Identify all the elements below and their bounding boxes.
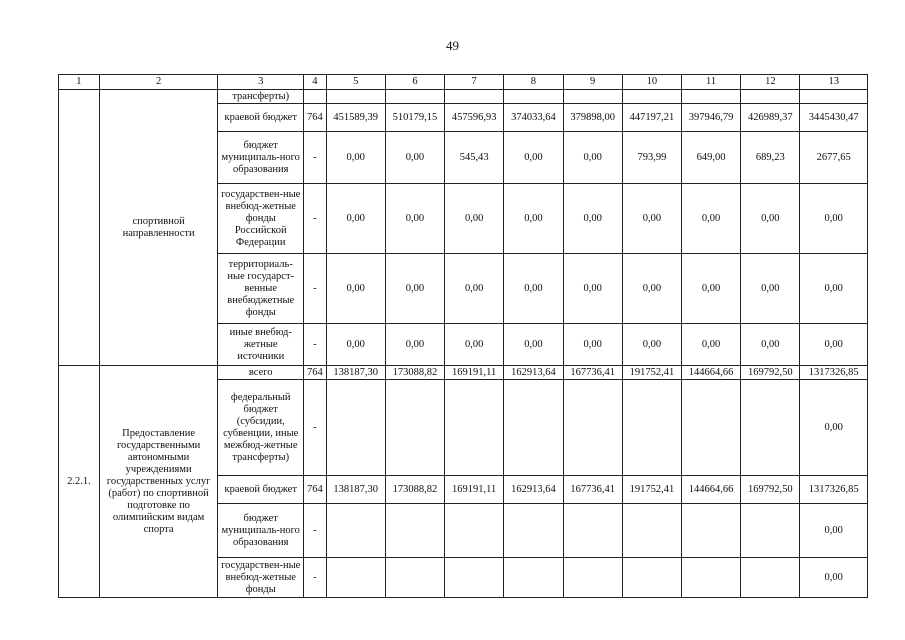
code-cell: 764 bbox=[304, 104, 326, 132]
value-cell: 0,00 bbox=[326, 254, 385, 324]
value-cell: 0,00 bbox=[800, 380, 868, 476]
value-cell: 0,00 bbox=[800, 324, 868, 366]
value-cell bbox=[326, 380, 385, 476]
value-cell bbox=[682, 558, 741, 598]
column-header: 9 bbox=[563, 75, 622, 90]
value-cell bbox=[445, 90, 504, 104]
value-cell: 426989,37 bbox=[741, 104, 800, 132]
value-cell: 0,00 bbox=[741, 184, 800, 254]
value-cell: 0,00 bbox=[385, 184, 444, 254]
value-cell bbox=[741, 558, 800, 598]
value-cell: 0,00 bbox=[326, 324, 385, 366]
header-row bbox=[59, 75, 868, 90]
value-cell bbox=[563, 90, 622, 104]
value-cell: 457596,93 bbox=[445, 104, 504, 132]
value-cell: 0,00 bbox=[682, 324, 741, 366]
funding-source-cell: краевой бюджет bbox=[218, 104, 304, 132]
funding-source-cell: государствен-ные внебюд-жетные фонды Российской Федерации bbox=[218, 184, 304, 254]
value-cell: 0,00 bbox=[563, 254, 622, 324]
value-cell: 0,00 bbox=[800, 558, 868, 598]
value-cell: 0,00 bbox=[445, 184, 504, 254]
column-header: 6 bbox=[385, 75, 444, 90]
value-cell bbox=[741, 90, 800, 104]
value-cell bbox=[326, 504, 385, 558]
value-cell bbox=[682, 504, 741, 558]
value-cell: 169792,50 bbox=[741, 476, 800, 504]
value-cell: 447197,21 bbox=[622, 104, 681, 132]
value-cell: 0,00 bbox=[385, 254, 444, 324]
funding-source-cell: краевой бюджет bbox=[218, 476, 304, 504]
value-cell: 0,00 bbox=[800, 184, 868, 254]
funding-source-cell: государствен-ные внебюд-жетные фонды bbox=[218, 558, 304, 598]
value-cell bbox=[504, 558, 563, 598]
column-header: 10 bbox=[622, 75, 681, 90]
table-body bbox=[59, 90, 868, 598]
value-cell: 169191,11 bbox=[445, 476, 504, 504]
value-cell bbox=[504, 380, 563, 476]
funding-source-cell: бюджет муниципаль-ного образования bbox=[218, 504, 304, 558]
value-cell bbox=[622, 504, 681, 558]
code-cell: - bbox=[304, 558, 326, 598]
value-cell bbox=[504, 504, 563, 558]
code-cell: - bbox=[304, 380, 326, 476]
value-cell: 451589,39 bbox=[326, 104, 385, 132]
value-cell: 545,43 bbox=[445, 132, 504, 184]
value-cell: 1317326,85 bbox=[800, 476, 868, 504]
value-cell bbox=[563, 558, 622, 598]
row-number-cell: 2.2.1. bbox=[59, 366, 100, 598]
value-cell bbox=[326, 90, 385, 104]
value-cell: 138187,30 bbox=[326, 476, 385, 504]
value-cell: 0,00 bbox=[445, 254, 504, 324]
value-cell: 0,00 bbox=[682, 254, 741, 324]
value-cell: 374033,64 bbox=[504, 104, 563, 132]
value-cell: 169191,11 bbox=[445, 366, 504, 380]
code-cell: - bbox=[304, 324, 326, 366]
funding-source-cell: бюджет муниципаль-ного образования bbox=[218, 132, 304, 184]
funding-source-cell: всего bbox=[218, 366, 304, 380]
value-cell: 162913,64 bbox=[504, 476, 563, 504]
value-cell bbox=[682, 90, 741, 104]
value-cell bbox=[800, 90, 868, 104]
code-cell bbox=[304, 90, 326, 104]
value-cell: 0,00 bbox=[622, 324, 681, 366]
column-header: 2 bbox=[99, 75, 217, 90]
value-cell bbox=[622, 90, 681, 104]
funding-source-cell: территориаль-ные государст-венные внебюджетные фонды bbox=[218, 254, 304, 324]
value-cell: 191752,41 bbox=[622, 476, 681, 504]
funding-source-cell: иные внебюд-жетные источники bbox=[218, 324, 304, 366]
value-cell: 173088,82 bbox=[385, 476, 444, 504]
code-cell: 764 bbox=[304, 366, 326, 380]
column-header: 4 bbox=[304, 75, 326, 90]
value-cell bbox=[741, 380, 800, 476]
value-cell: 167736,41 bbox=[563, 476, 622, 504]
value-cell: 173088,82 bbox=[385, 366, 444, 380]
column-header: 3 bbox=[218, 75, 304, 90]
value-cell bbox=[563, 504, 622, 558]
value-cell bbox=[504, 90, 563, 104]
value-cell: 162913,64 bbox=[504, 366, 563, 380]
value-cell: 0,00 bbox=[504, 254, 563, 324]
value-cell: 0,00 bbox=[445, 324, 504, 366]
column-header: 13 bbox=[800, 75, 868, 90]
value-cell: 0,00 bbox=[504, 132, 563, 184]
funding-source-cell: федеральный бюджет (субсидии, субвенции, иные межбюд-жетные трансферты) bbox=[218, 380, 304, 476]
value-cell: 0,00 bbox=[385, 132, 444, 184]
code-cell: - bbox=[304, 184, 326, 254]
value-cell: 0,00 bbox=[741, 254, 800, 324]
column-header: 7 bbox=[445, 75, 504, 90]
code-cell: - bbox=[304, 132, 326, 184]
value-cell: 510179,15 bbox=[385, 104, 444, 132]
value-cell: 0,00 bbox=[504, 324, 563, 366]
value-cell: 0,00 bbox=[563, 132, 622, 184]
value-cell: 0,00 bbox=[563, 184, 622, 254]
value-cell bbox=[385, 90, 444, 104]
value-cell: 0,00 bbox=[385, 324, 444, 366]
value-cell: 1317326,85 bbox=[800, 366, 868, 380]
value-cell bbox=[326, 558, 385, 598]
value-cell: 397946,79 bbox=[682, 104, 741, 132]
value-cell bbox=[385, 504, 444, 558]
value-cell: 2677,65 bbox=[800, 132, 868, 184]
value-cell: 0,00 bbox=[622, 184, 681, 254]
value-cell: 0,00 bbox=[800, 254, 868, 324]
value-cell: 0,00 bbox=[326, 184, 385, 254]
value-cell: 379898,00 bbox=[563, 104, 622, 132]
value-cell: 3445430,47 bbox=[800, 104, 868, 132]
column-header: 8 bbox=[504, 75, 563, 90]
measure-name-cell: Предоставление государственными автономными учреждениями государственных услуг (работ) по спортивной подготовке по олимпийским видам спорта bbox=[99, 366, 217, 598]
value-cell bbox=[445, 558, 504, 598]
value-cell: 649,00 bbox=[682, 132, 741, 184]
page-number: 49 bbox=[446, 38, 459, 53]
value-cell: 0,00 bbox=[622, 254, 681, 324]
value-cell: 191752,41 bbox=[622, 366, 681, 380]
value-cell bbox=[622, 380, 681, 476]
value-cell bbox=[385, 558, 444, 598]
table-row bbox=[59, 366, 868, 380]
value-cell: 144664,66 bbox=[682, 366, 741, 380]
row-number-cell bbox=[59, 90, 100, 366]
value-cell bbox=[445, 504, 504, 558]
value-cell: 689,23 bbox=[741, 132, 800, 184]
value-cell bbox=[622, 558, 681, 598]
value-cell: 0,00 bbox=[326, 132, 385, 184]
value-cell: 169792,50 bbox=[741, 366, 800, 380]
value-cell bbox=[385, 380, 444, 476]
column-header: 1 bbox=[59, 75, 100, 90]
table-row bbox=[59, 90, 868, 104]
value-cell bbox=[563, 380, 622, 476]
column-header: 12 bbox=[741, 75, 800, 90]
column-header: 11 bbox=[682, 75, 741, 90]
value-cell bbox=[445, 380, 504, 476]
value-cell: 144664,66 bbox=[682, 476, 741, 504]
funding-source-cell: трансферты) bbox=[218, 90, 304, 104]
code-cell: - bbox=[304, 254, 326, 324]
value-cell bbox=[741, 504, 800, 558]
value-cell: 167736,41 bbox=[563, 366, 622, 380]
value-cell: 0,00 bbox=[741, 324, 800, 366]
budget-table bbox=[58, 74, 868, 598]
value-cell: 0,00 bbox=[682, 184, 741, 254]
code-cell: 764 bbox=[304, 476, 326, 504]
value-cell: 0,00 bbox=[800, 504, 868, 558]
value-cell: 0,00 bbox=[563, 324, 622, 366]
code-cell: - bbox=[304, 504, 326, 558]
value-cell: 138187,30 bbox=[326, 366, 385, 380]
value-cell: 0,00 bbox=[504, 184, 563, 254]
measure-name-cell: спортивной направленности bbox=[99, 90, 217, 366]
value-cell bbox=[682, 380, 741, 476]
value-cell: 793,99 bbox=[622, 132, 681, 184]
column-header: 5 bbox=[326, 75, 385, 90]
